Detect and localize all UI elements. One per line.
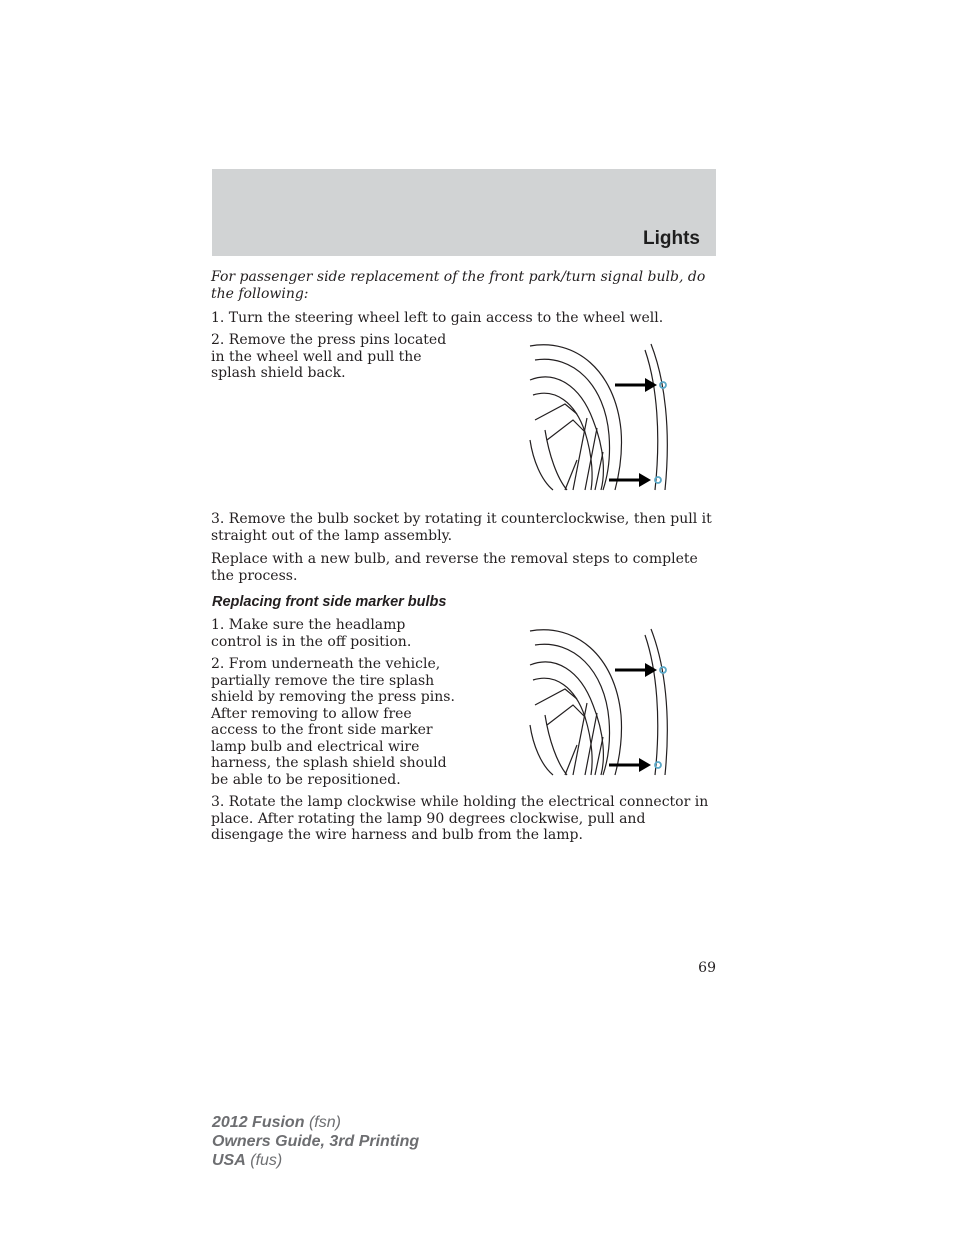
marker-step-1-text: 1. Make sure the headlamp control is in the off position. <box>211 617 412 650</box>
footer-guide: Owners Guide, 3rd Printing <box>212 1133 420 1150</box>
footer-model: 2012 Fusion <box>212 1114 305 1131</box>
lower-arrow-icon <box>609 473 651 487</box>
step-2-text: 2. Remove the press pins located in the wheel well and pull the splash shield back. <box>211 332 447 381</box>
intro-text: For passenger side replacement of the front park/turn signal bulb, do the following: <box>211 269 706 302</box>
section-title: Lights <box>643 228 700 249</box>
step-1-text: 1. Turn the steering wheel left to gain access to the wheel well. <box>211 310 664 326</box>
upper-arrow-icon <box>615 663 657 677</box>
section-header-band <box>212 169 716 256</box>
wheel-well-press-pin-illustration-icon <box>530 629 667 775</box>
footer-line-3 <box>212 1151 419 1170</box>
wheel-well-figure-1 <box>525 340 675 492</box>
footer-market-code: (fus) <box>250 1152 283 1169</box>
document-footer <box>212 1113 419 1170</box>
footer-line-2 <box>212 1132 419 1151</box>
footer-model-code: (fsn) <box>308 1114 341 1131</box>
replace-text: Replace with a new bulb, and reverse the removal steps to complete the process. <box>211 551 698 584</box>
marker-step-2-text: 2. From underneath the vehicle, partially remove the tire splash shield by removing the press pins. After removing to allow free access to the front side marker lamp bulb and electrical wire harness, the splash shield should be able to be repositioned. <box>211 656 455 788</box>
lower-arrow-icon <box>609 758 651 772</box>
marker-step-3-text: 3. Rotate the lamp clockwise while holding the electrical connector in place. After rotating the lamp 90 degrees clockwise, pull and disengage the wire harness and bulb from the lamp. <box>211 794 709 843</box>
page-number: 69 <box>698 960 716 976</box>
wheel-well-press-pin-illustration-icon <box>530 344 667 490</box>
footer-line-1 <box>212 1113 419 1132</box>
section-heading: Replacing front side marker bulbs <box>212 594 447 610</box>
upper-arrow-icon <box>615 378 657 392</box>
footer-market: USA <box>212 1152 246 1169</box>
wheel-well-figure-2 <box>525 625 675 777</box>
step-3-text: 3. Remove the bulb socket by rotating it counterclockwise, then pull it straight out of the lamp assembly. <box>211 511 712 544</box>
